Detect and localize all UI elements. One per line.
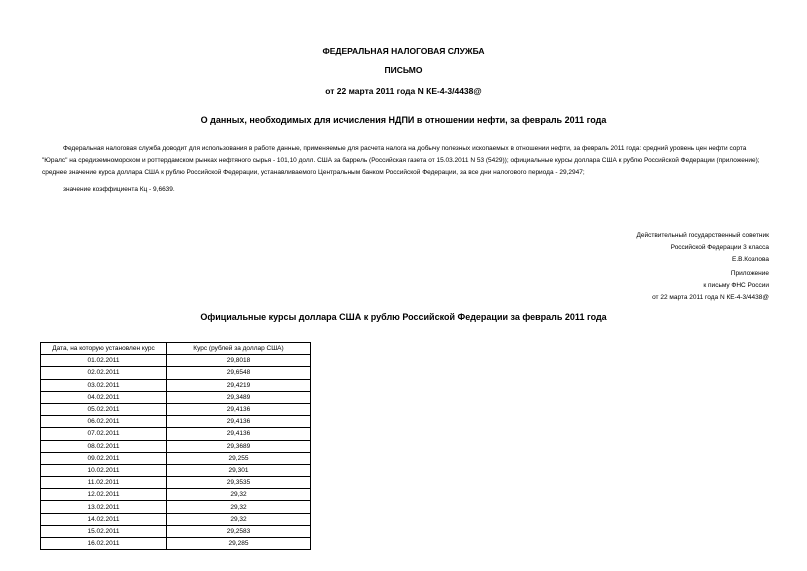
rate-cell: 29,2583 bbox=[167, 525, 311, 537]
table-title: Официальные курсы доллара США к рублю Российской Федерации за февраль 2011 года bbox=[200, 312, 607, 322]
document-subject: О данных, необходимых для исчисления НДПИ в отношении нефти, за февраль 2011 года bbox=[200, 115, 607, 125]
rate-cell: 29,4136 bbox=[167, 416, 311, 428]
table-row bbox=[41, 379, 311, 391]
document-date: от 22 марта 2011 года N КЕ-4-3/4438@ bbox=[325, 86, 482, 96]
date-cell: 10.02.2011 bbox=[41, 464, 167, 476]
date-cell: 05.02.2011 bbox=[41, 403, 167, 415]
date-cell: 16.02.2011 bbox=[41, 538, 167, 550]
table-row bbox=[41, 501, 311, 513]
rate-cell: 29,32 bbox=[167, 513, 311, 525]
date-cell: 09.02.2011 bbox=[41, 452, 167, 464]
appendix-block bbox=[652, 268, 769, 304]
date-cell: 02.02.2011 bbox=[41, 367, 167, 379]
signature-line: Российской Федерации 3 класса bbox=[670, 244, 769, 251]
column-header-rate: Курс (рублей за доллар США) bbox=[167, 343, 311, 355]
rate-cell: 29,3489 bbox=[167, 391, 311, 403]
table-row bbox=[41, 391, 311, 403]
signature-line: Действительный государственный советник bbox=[636, 232, 769, 239]
rate-cell: 29,4219 bbox=[167, 379, 311, 391]
table-row bbox=[41, 428, 311, 440]
date-cell: 01.02.2011 bbox=[41, 355, 167, 367]
table-header-row bbox=[41, 343, 311, 355]
date-cell: 11.02.2011 bbox=[41, 477, 167, 489]
date-cell: 04.02.2011 bbox=[41, 391, 167, 403]
table-row bbox=[41, 513, 311, 525]
date-cell: 07.02.2011 bbox=[41, 428, 167, 440]
document-type: ПИСЬМО bbox=[384, 65, 423, 75]
rate-cell: 29,255 bbox=[167, 452, 311, 464]
table-body bbox=[41, 355, 311, 550]
rate-cell: 29,6548 bbox=[167, 367, 311, 379]
rate-cell: 29,285 bbox=[167, 538, 311, 550]
appendix-line: Приложение bbox=[730, 270, 769, 277]
rate-cell: 29,3535 bbox=[167, 477, 311, 489]
date-cell: 15.02.2011 bbox=[41, 525, 167, 537]
signature-name: Е.В.Козлова bbox=[732, 256, 769, 263]
table-row bbox=[41, 367, 311, 379]
rate-cell: 29,4136 bbox=[167, 428, 311, 440]
rates-table bbox=[40, 342, 311, 550]
table-row bbox=[41, 355, 311, 367]
table-row bbox=[41, 538, 311, 550]
rate-cell: 29,32 bbox=[167, 501, 311, 513]
appendix-line: к письму ФНС России bbox=[703, 282, 769, 289]
date-cell: 13.02.2011 bbox=[41, 501, 167, 513]
date-cell: 06.02.2011 bbox=[41, 416, 167, 428]
table-row bbox=[41, 489, 311, 501]
table-row bbox=[41, 452, 311, 464]
body-paragraph: Федеральная налоговая служба доводит для использования в работе данные, применяемые для расчета налога на добычу полезных ископаемых в отношении нефти, за февраль 2011 года: средний уровень цен нефти сорта "Юралс" на средиземноморском и роттердамском рынках нефтяного сырья - 101,10 долл. США за баррель (Российская газета от 15.03.2011 N 53 (5429)); официальные курсы доллара США к рублю Российской Федерации (приложение); среднее значение курса доллара США к рублю Российской Федерации, устанавливаемого Центральным банком Российской Федерации, за все дни налогового периода - 29,2947; bbox=[42, 145, 760, 176]
rate-cell: 29,3689 bbox=[167, 440, 311, 452]
table-row bbox=[41, 525, 311, 537]
table-row bbox=[41, 464, 311, 476]
date-cell: 14.02.2011 bbox=[41, 513, 167, 525]
signature-block bbox=[636, 230, 769, 266]
coefficient-line: значение коэффициента Кц - 9,6639. bbox=[63, 186, 175, 193]
rate-cell: 29,301 bbox=[167, 464, 311, 476]
table-row bbox=[41, 416, 311, 428]
date-cell: 03.02.2011 bbox=[41, 379, 167, 391]
rate-cell: 29,8018 bbox=[167, 355, 311, 367]
table-row bbox=[41, 440, 311, 452]
rate-cell: 29,4136 bbox=[167, 403, 311, 415]
column-header-date: Дата, на которую установлен курс bbox=[41, 343, 167, 355]
date-cell: 12.02.2011 bbox=[41, 489, 167, 501]
rate-cell: 29,32 bbox=[167, 489, 311, 501]
organization-title: ФЕДЕРАЛЬНАЯ НАЛОГОВАЯ СЛУЖБА bbox=[322, 46, 485, 56]
table-row bbox=[41, 403, 311, 415]
date-cell: 08.02.2011 bbox=[41, 440, 167, 452]
table-row bbox=[41, 477, 311, 489]
appendix-line: от 22 марта 2011 года N КЕ-4-3/4438@ bbox=[652, 294, 769, 301]
